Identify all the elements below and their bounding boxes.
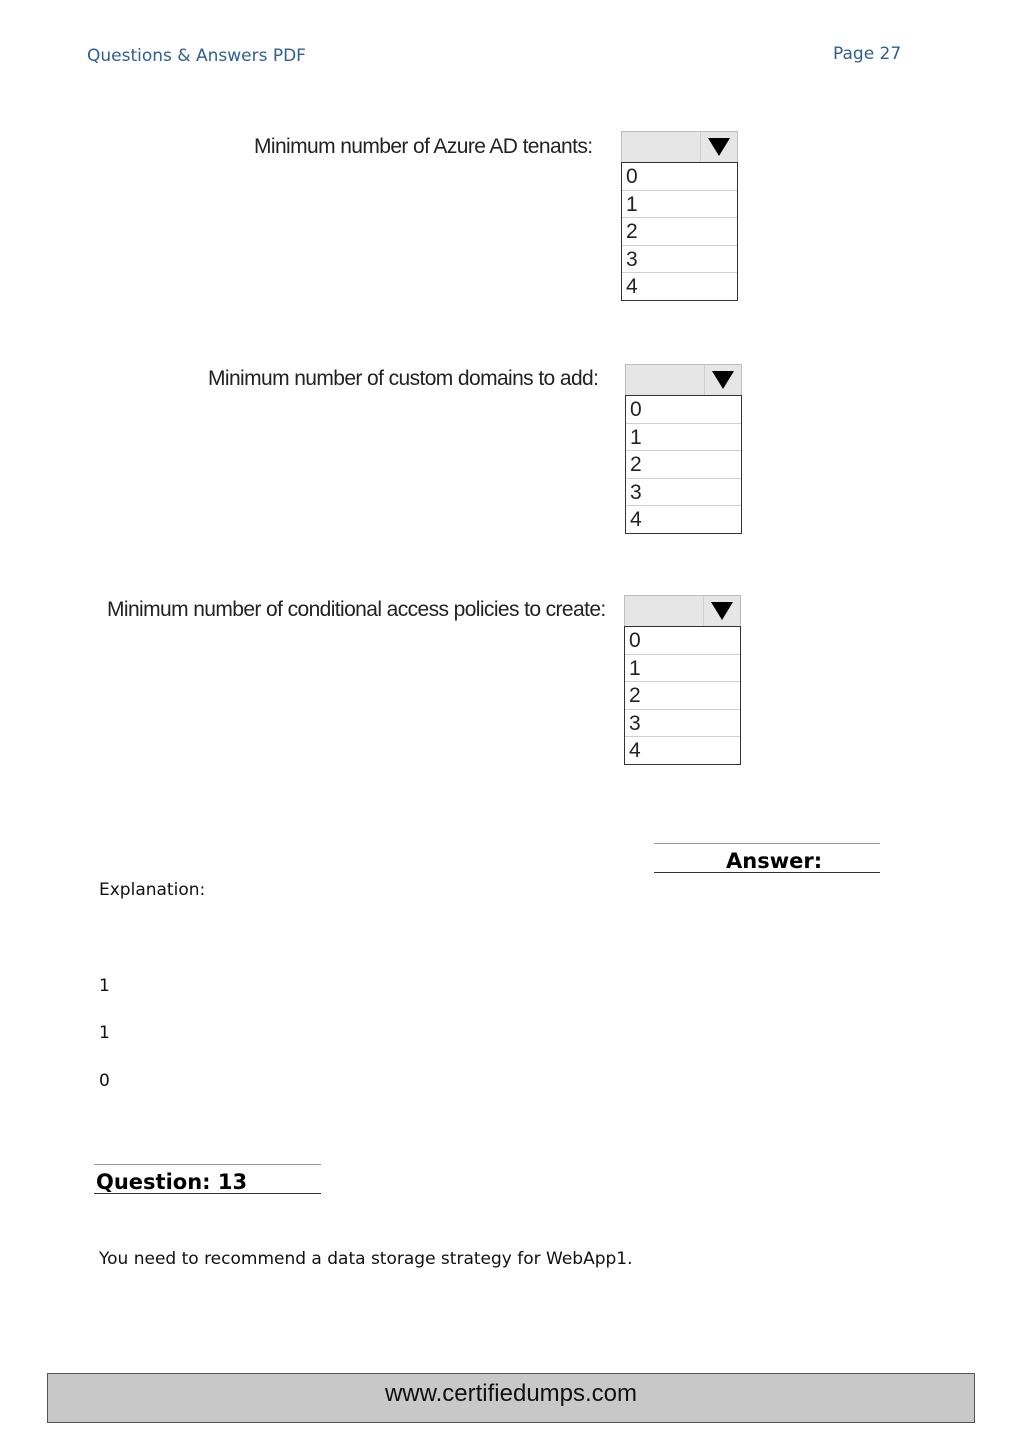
question-bottom-rule	[94, 1193, 321, 1194]
dropdown-option[interactable]: 1	[626, 423, 741, 451]
dropdown-header[interactable]	[624, 595, 741, 626]
answer-top-rule	[654, 843, 880, 844]
explanation-value: 1	[99, 976, 110, 996]
dropdown-option[interactable]: 0	[626, 165, 638, 188]
answer-heading: Answer:	[726, 849, 823, 873]
dropdown-option[interactable]: 3	[625, 709, 740, 737]
dropdown-option[interactable]: 1	[622, 190, 737, 218]
question-text: You need to recommend a data storage strategy for WebApp1.	[99, 1249, 633, 1269]
header-title: Questions & Answers PDF	[87, 46, 306, 66]
explanation-value: 0	[99, 1071, 110, 1091]
azure-ad-tenants-dropdown[interactable]	[621, 131, 738, 301]
chevron-down-icon[interactable]	[704, 365, 741, 395]
dropdown-option[interactable]: 2	[622, 217, 737, 245]
dropdown-options	[621, 162, 738, 301]
chevron-down-icon[interactable]	[703, 596, 740, 626]
explanation-label: Explanation:	[99, 880, 206, 900]
explanation-value: 1	[99, 1023, 110, 1043]
dropdown-options	[625, 395, 742, 534]
custom-domains-dropdown[interactable]	[625, 364, 742, 534]
dropdown-option[interactable]: 0	[630, 398, 642, 421]
azure-ad-tenants-label: Minimum number of Azure AD tenants:	[254, 135, 593, 158]
question-heading: Question: 13	[96, 1170, 248, 1194]
conditional-access-dropdown[interactable]	[624, 595, 741, 765]
dropdown-option[interactable]: 0	[629, 629, 641, 652]
dropdown-option[interactable]: 1	[625, 654, 740, 682]
answer-bottom-rule	[654, 872, 880, 873]
dropdown-option[interactable]: 4	[626, 505, 741, 533]
dropdown-option[interactable]: 3	[626, 478, 741, 506]
dropdown-option[interactable]: 4	[622, 272, 737, 300]
page-number: Page 27	[833, 44, 902, 64]
conditional-access-label: Minimum number of conditional access policies to create:	[107, 598, 606, 621]
custom-domains-label: Minimum number of custom domains to add:	[208, 367, 599, 390]
dropdown-option[interactable]: 2	[626, 450, 741, 478]
question-top-rule	[94, 1164, 321, 1165]
dropdown-option[interactable]: 4	[625, 736, 740, 764]
dropdown-options	[624, 626, 741, 765]
footer-url[interactable]: www.certifiedumps.com	[384, 1380, 638, 1407]
dropdown-option[interactable]: 3	[622, 245, 737, 273]
chevron-down-icon[interactable]	[700, 132, 737, 162]
dropdown-option[interactable]: 2	[625, 681, 740, 709]
footer-banner	[47, 1373, 975, 1423]
dropdown-header[interactable]	[625, 364, 742, 395]
dropdown-header[interactable]	[621, 131, 738, 162]
